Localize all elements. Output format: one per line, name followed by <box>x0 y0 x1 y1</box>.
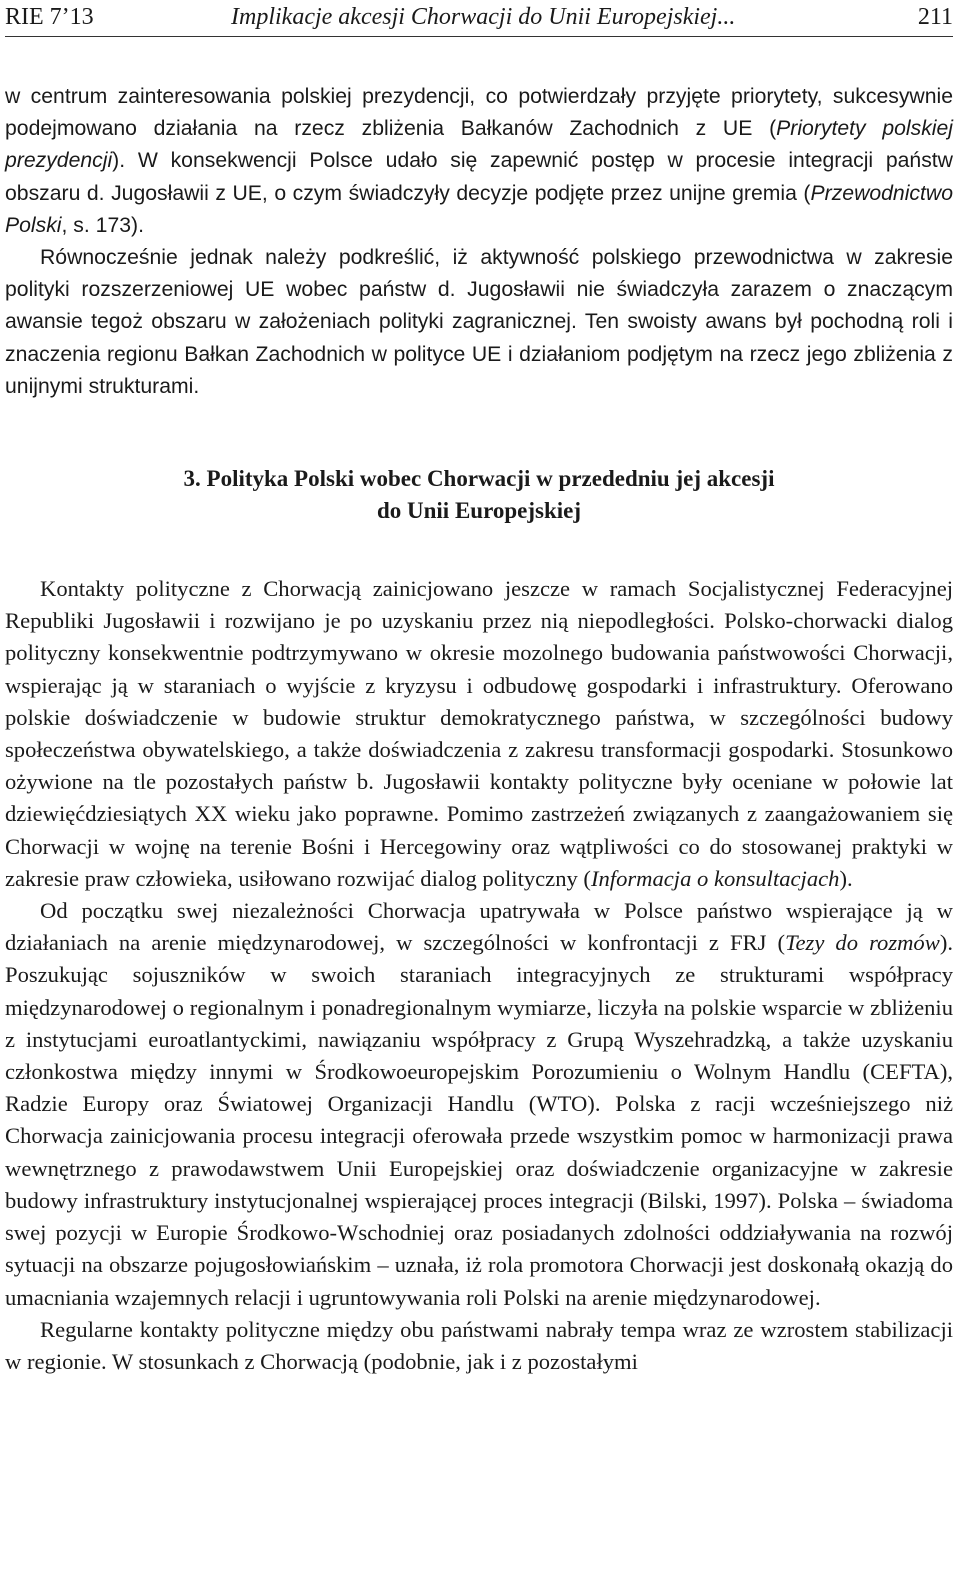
section-paragraph-1-text-2: ). <box>839 865 853 891</box>
intro-text-2: ). W konsekwencji Polsce udało się zapewnić postęp w procesie integracji państw obszaru d. Jugosławii z UE, o czym świadczyły decyzje podjęte przez unijne gremia ( <box>5 149 953 205</box>
section-paragraph-3-text: Regularne kontakty polityczne między obu państwami nabrały tempa wraz ze wzrostem stabilizacji w regionie. W stosunkach z Chorwacją (podobnie, jak i z pozostałymi <box>5 1316 953 1374</box>
section-paragraph-2-citation: Tezy do rozmów <box>785 930 940 956</box>
article-body <box>5 81 953 1378</box>
document-page <box>5 0 953 1378</box>
intro-text-1: w centrum zainteresowania polskiej prezydencji, co potwierdzały przyjęte priorytety, sukcesywnie podejmowano działania na rzecz zbliżenia Bałkanów Zachodnich z UE ( <box>5 85 953 141</box>
article-short-title: Implikacje akcesji Chorwacji do Unii Europejskiej... <box>231 4 736 30</box>
section-paragraph-1-citation: Informacja o konsultacjach <box>590 865 840 891</box>
page-number: 211 <box>917 4 953 30</box>
second-paragraph-text: Równocześnie jednak należy podkreślić, iż aktywność polskiego przewodnictwa w zakresie polityki rozszerzeniowej UE wobec państw d. Jugosławii nie świadczyła zarazem o znaczącym awansie tegoż obszaru w założeniach polityki zagranicznej. Ten swoisty awans był pochodną roli i znaczenia regionu Bałkan Zachodnich w polityce UE i działaniom podjętym na rzecz jego zbliżenia z unijnymi strukturami. <box>5 246 953 398</box>
section-heading-line-2: do Unii Europejskiej <box>376 498 582 524</box>
section-paragraph-2-text-2: ). Poszukując sojuszników w swoich staraniach integracyjnych ze strukturami współpracy międzynarodowej o regionalnym i ponadregionalnym wymiarze, liczyła na polskie wsparcie w zbliżeniu z instytucjami euroatlantyckimi, nawiązaniu współpracy z Grupą Wyszehradzką, a także uzyskaniu członkostwa między innymi w Środkowoeuropejskim Porozumieniu o Wolnym Handlu (CEFTA), Radzie Europy oraz Światowej Organizacji Handlu (WTO). Polska z racji wcześniejszego niż Chorwacja zainicjowania procesu integracji oferowała przede wszystkim pomoc w harmonizacji prawa wewnętrznego z prawodawstwem Unii Europejskiej oraz doświadczenie organizacyjne w zakresie budowy infrastruktury instytucjonalnej wspierającej proces integracji (Bilski, 1997). Polska – świadoma swej pozycji w Europie Środkowo-Wschodniej oraz posiadanych zdolności oddziaływania na rozwój sytuacji na obszarze pojugosłowiańskim – uznała, iż rola promotora Chorwacji jest doskonałą okazją do umacniania wzajemnych relacji i ugruntowywania roli Polski na arenie międzynarodowej. <box>5 930 953 1310</box>
section-paragraph-1-text-1: Kontakty polityczne z Chorwacją zainicjowano jeszcze w ramach Socjalistycznej Federacyjnej Republiki Jugosławii i rozwijano je po uzyskaniu przez nią niepodległości. Polsko-chorwacki dialog polityczny konsekwentnie podtrzymywano w okresie mozolnego budowania państwowości Chorwacji, wspierając ją w staraniach o wyjście z kryzysu i odbudowę gospodarki i infrastruktury. Oferowano polskie doświadczenie w budowie struktur demokratycznego państwa, w szczególności budowy społeczeństwa obywatelskiego, a także doświadczenia z zakresu transformacji gospodarki. Stosunkowo ożywione na tle pozostałych państw b. Jugosławii kontakty polityczne były oceniane w połowie lat dziewięćdziesiątych XX wieku jako poprawne. Pomimo zastrzeżeń związanych z zaangażowaniem się Chorwacji w wojnę na terenie Bośni i Hercegowiny oraz wątpliwości co do stosowanej praktyki w zakresie praw człowieka, usiłowano rozwijać dialog polityczny ( <box>5 576 953 891</box>
section-heading-line-1: 3. Polityka Polski wobec Chorwacji w przededniu jej akcesji <box>183 466 775 492</box>
section-paragraph-3 <box>5 1314 953 1378</box>
intro-citation-1: Priorytety polskiej prezydencji <box>5 117 953 173</box>
intro-paragraph <box>5 81 953 242</box>
header-divider <box>5 36 953 37</box>
journal-issue-label: RIE 7’13 <box>5 4 94 30</box>
intro-citation-2: Przewodnictwo Polski <box>5 181 953 237</box>
section-paragraph-2-text-1: Od początku swej niezależności Chorwacja upatrywała w Polsce państwo wspierające ją w działaniach na arenie międzynarodowej, w szczególności w konfrontacji z FRJ ( <box>5 898 953 956</box>
running-head <box>5 1 953 33</box>
second-paragraph <box>5 242 953 403</box>
section-paragraph-2 <box>5 895 953 1314</box>
section-heading <box>5 463 953 527</box>
intro-text-3: , s. 173). <box>61 213 144 237</box>
section-paragraph-1 <box>5 573 953 895</box>
